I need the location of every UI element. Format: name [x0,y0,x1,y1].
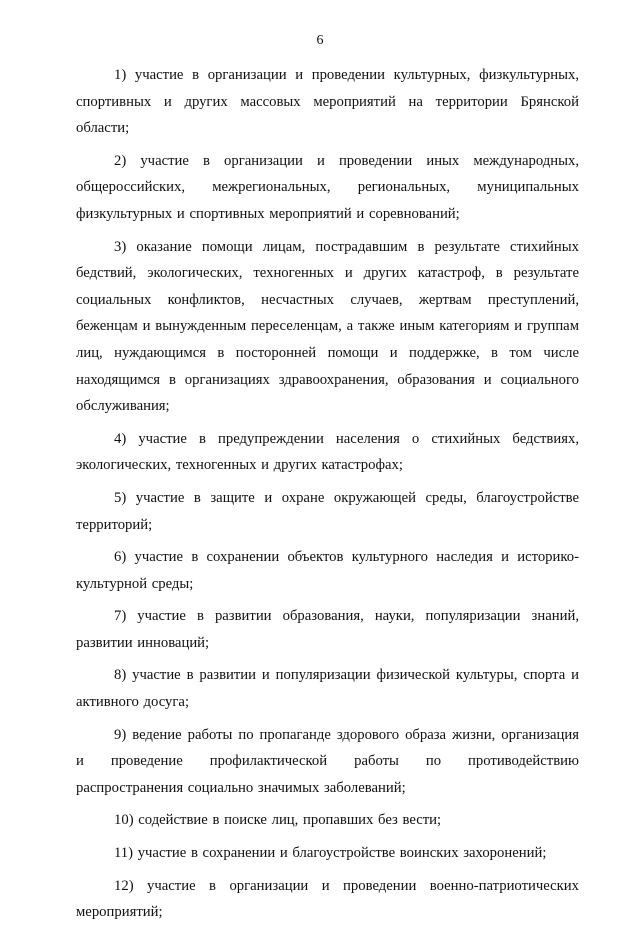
list-item-2: 2) участие в организации и проведении иных международных, общероссийских, межрегиональных, региональных, муниципальных физкультурных и спортивных мероприятий и соревнований; [76,152,579,222]
list-item-5: 5) участие в защите и охране окружающей среды, благоустройстве территорий; [76,489,579,533]
list-item-9: 9) ведение работы по пропаганде здорового образа жизни, организация и проведение профилактической работы по противодействию распространения социально значимых заболеваний; [76,726,579,796]
list-item-3: 3) оказание помощи лицам, пострадавшим в результате стихийных бедствий, экологических, техногенных и других катастроф, в результате социальных конфликтов, несчастных случаев, жертвам преступлений, беженцам и вынужденным переселенцам, а также иным категориям и группам лиц, нуждающимся в посторонней помощи и поддержке, в том числе находящимся в организациях здравоохранения, образования и социального обслуживания; [76,238,579,415]
list-item-11: 11) участие в сохранении и благоустройстве воинских захоронений; [114,845,547,862]
document-body [76,62,579,932]
list-item-7: 7) участие в развитии образования, науки, популяризации знаний, развитии инноваций; [76,608,579,651]
list-item-1: 1) участие в организации и проведении культурных, физкультурных, спортивных и других массовых мероприятий на территории Брянской области; [76,67,579,137]
list-item-12: 12) участие в организации и проведении военно-патриотических мероприятий; [76,877,579,921]
list-item-8: 8) участие в развитии и популяризации физической культуры, спорта и активного досуга; [76,667,579,711]
list-item-10: 10) содействие в поиске лиц, пропавших без вести; [114,812,442,829]
list-item-6: 6) участие в сохранении объектов культурного наследия и историко-культурной среды; [76,549,579,592]
list-item-4: 4) участие в предупреждении населения о стихийных бедствиях, экологических, техногенных и других катастрофах; [76,430,579,474]
page-number: 6 [316,33,324,48]
